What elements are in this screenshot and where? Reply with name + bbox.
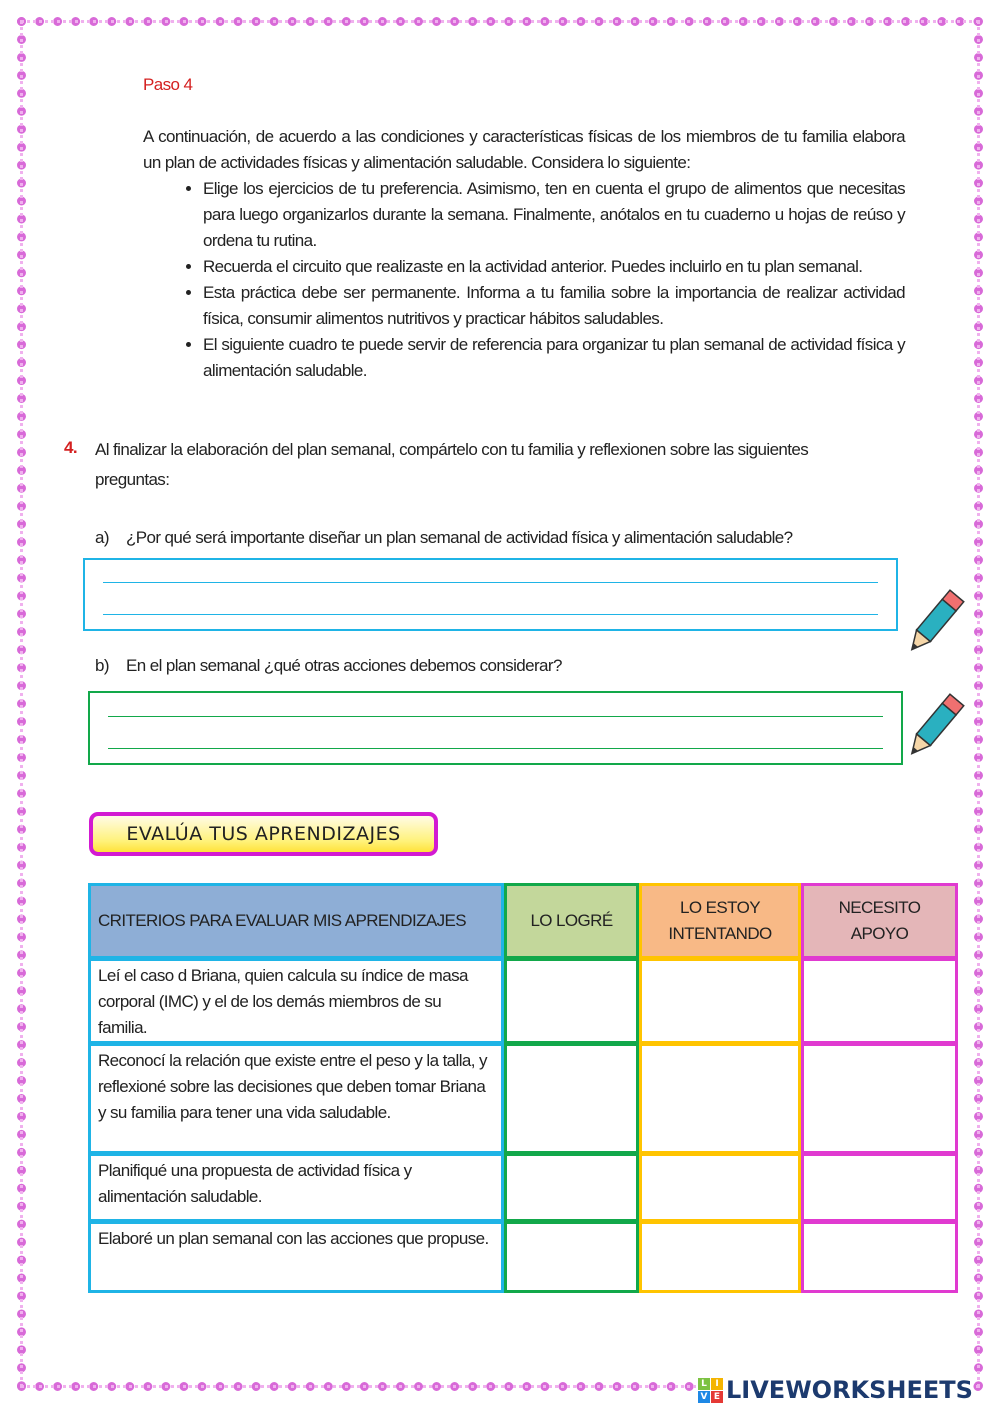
need-help-checkbox[interactable]: [801, 1153, 958, 1222]
header-achieved: LO LOGRÉ: [504, 883, 639, 959]
achieved-checkbox[interactable]: [504, 1221, 639, 1293]
question-b-text: En el plan semanal ¿qué otras acciones debemos considerar?: [126, 656, 562, 675]
bullet-item: • Esta práctica debe ser permanente. Informa a tu familia sobre la importancia de realizar actividad física, consumir alimentos nutritivos y practicar hábitos saludables.: [203, 280, 905, 332]
question-number: 4.: [64, 438, 77, 457]
live-logo-icon: L I V E: [698, 1378, 723, 1403]
liveworksheets-logo: [698, 1376, 973, 1404]
header-criteria: CRITERIOS PARA EVALUAR MIS APRENDIZAJES: [88, 883, 504, 959]
evaluate-title-badge: EVALÚA TUS APRENDIZAJES: [89, 812, 438, 856]
need-help-checkbox[interactable]: [801, 958, 958, 1044]
bullet-item: • Recuerda el circuito que realizaste en la actividad anterior. Puedes incluirlo en tu plan semanal.: [203, 254, 905, 280]
bullet-item: • El siguiente cuadro te puede servir de referencia para organizar tu plan semanal de actividad física y alimentación saludable.: [203, 332, 905, 384]
watermark-text: LIVEWORKSHEETS: [726, 1376, 973, 1404]
question-b-label: b): [95, 656, 109, 675]
need-help-checkbox[interactable]: [801, 1221, 958, 1293]
criterion-cell: Reconocí la relación que existe entre el peso y la talla, y reflexioné sobre las decisiones que deben tomar Briana y su familia para tener una vida saludable.: [88, 1043, 504, 1154]
need-help-checkbox[interactable]: [801, 1043, 958, 1154]
criterion-cell: Elaboré un plan semanal con las acciones que propuse.: [88, 1221, 504, 1293]
question-a-label: a): [95, 528, 109, 547]
achieved-checkbox[interactable]: [504, 1043, 639, 1154]
header-need-help: NECESITO APOYO: [801, 883, 958, 959]
instructions: [143, 124, 905, 384]
question-text: Al finalizar la elaboración del plan semanal, compártelo con tu familia y reflexionen sobre las siguientes preguntas:: [95, 440, 809, 489]
answer-line: [108, 748, 883, 749]
answer-line: [103, 582, 878, 583]
trying-checkbox[interactable]: [639, 958, 801, 1044]
trying-checkbox[interactable]: [639, 1153, 801, 1222]
bullet-item: • Elige los ejercicios de tu preferencia. Asimismo, ten en cuenta el grupo de alimentos que necesitas para luego organizarlos durante la semana. Finalmente, anótalos en tu cuaderno u hojas de reúso y ordena tu rutina.: [203, 176, 905, 254]
trying-checkbox[interactable]: [639, 1221, 801, 1293]
answer-line: [108, 716, 883, 717]
pencil-icon: [902, 686, 968, 766]
answer-box-a[interactable]: [83, 558, 898, 631]
header-trying: LO ESTOY INTENTANDO: [639, 883, 801, 959]
answer-box-b[interactable]: [88, 691, 903, 765]
achieved-checkbox[interactable]: [504, 958, 639, 1044]
question-a-text: ¿Por qué será importante diseñar un plan semanal de actividad física y alimentación saludable?: [126, 528, 793, 547]
step-title: Paso 4: [143, 75, 193, 94]
achieved-checkbox[interactable]: [504, 1153, 639, 1222]
intro-text: A continuación, de acuerdo a las condiciones y características físicas de los miembros de tu familia elabora un plan de actividades físicas y alimentación saludable. Considera lo siguiente:: [143, 127, 905, 172]
criterion-cell: Leí el caso d Briana, quien calcula su índice de masa corporal (IMC) y el de los demás miembros de su familia.: [88, 958, 504, 1044]
criterion-cell: Planifiqué una propuesta de actividad física y alimentación saludable.: [88, 1153, 504, 1222]
trying-checkbox[interactable]: [639, 1043, 801, 1154]
answer-line: [103, 614, 878, 615]
pencil-icon: [902, 582, 968, 662]
bullet-list: [143, 176, 905, 384]
